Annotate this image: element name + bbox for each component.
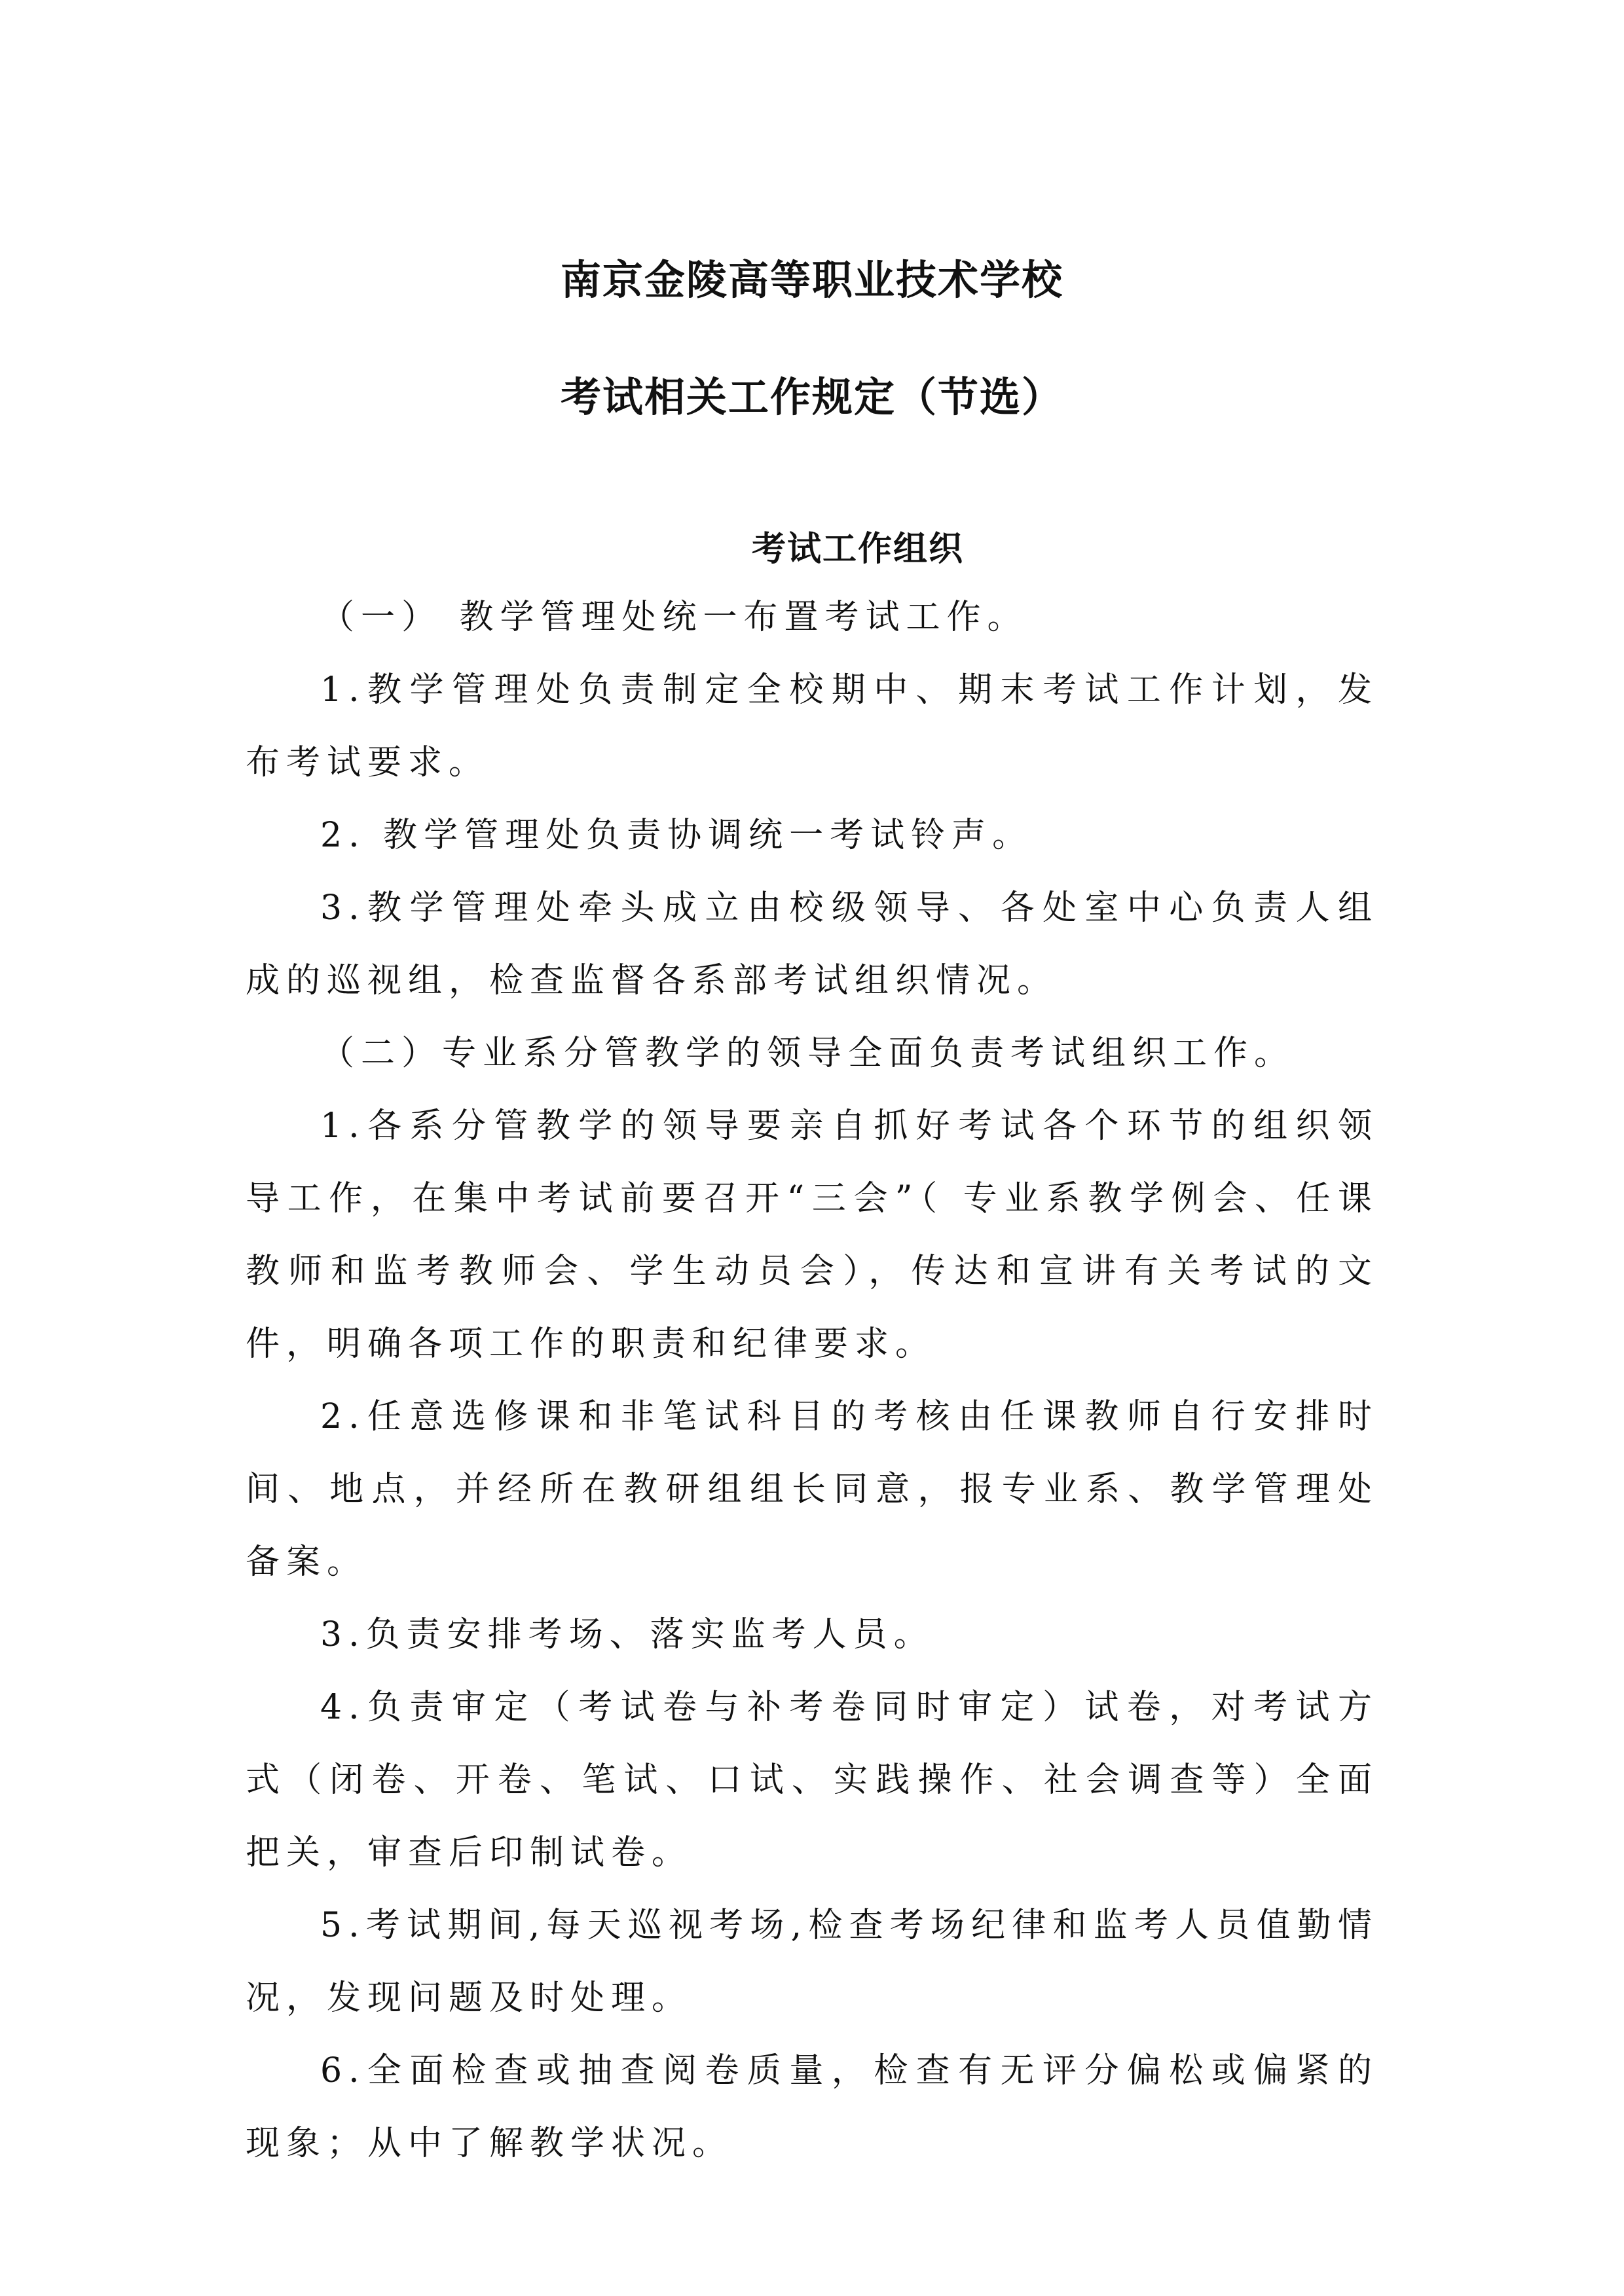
paragraph-item: 2.任意选修课和非笔试科目的考核由任课教师自行安排时间、地点，并经所在教研组组长同意，报专业系、教学管理处备案。 (246, 1397, 1378, 1582)
paragraph-item: 5.考试期间,每天巡视考场,检查考场纪律和监考人员值勤情况，发现问题及时处理。 (246, 1906, 1378, 2018)
paragraph-item: 3.教学管理处牵头成立由校级领导、各处室中心负责人组成的巡视组，检查监督各系部考试组织情况。 (246, 888, 1378, 1000)
paragraph-part-1-heading: （一） 教学管理处统一布置考试工作。 (320, 598, 1028, 637)
paragraph-item: 4.负责审定（考试卷与补考卷同时审定）试卷，对考试方式（闭卷、开卷、笔试、口试、实践操作、社会调查等）全面把关，审查后印制试卷。 (246, 1688, 1378, 1872)
paragraph-item: 3.负责安排考场、落实监考人员。 (320, 1615, 934, 1654)
paragraph-item: 2. 教学管理处负责协调统一考试铃声。 (320, 816, 1033, 855)
section-heading: 考试工作组织 (751, 530, 964, 569)
paragraph-item: 6.全面检查或抽查阅卷质量，检查有无评分偏松或偏紧的现象；从中了解教学状况。 (246, 2051, 1378, 2163)
document-title-school: 南京金陵高等职业技术学校 (560, 256, 1063, 304)
paragraph-part-2-heading: （二）专业系分管教学的领导全面负责考试组织工作。 (320, 1034, 1295, 1073)
document-title-regulation: 考试相关工作规定（节选） (560, 373, 1063, 421)
paragraph-item: 1.各系分管教学的领导要亲自抓好考试各个环节的组织领导工作，在集中考试前要召开“三会”（ 专业系教学例会、任课教师和监考教师会、学生动员会），传达和宣讲有关考试的文件，明确各项工作的职责和纪律要求。 (246, 1106, 1378, 1364)
paragraph-item: 1.教学管理处负责制定全校期中、期末考试工作计划，发布考试要求。 (246, 670, 1378, 782)
document-body (246, 581, 1378, 2180)
